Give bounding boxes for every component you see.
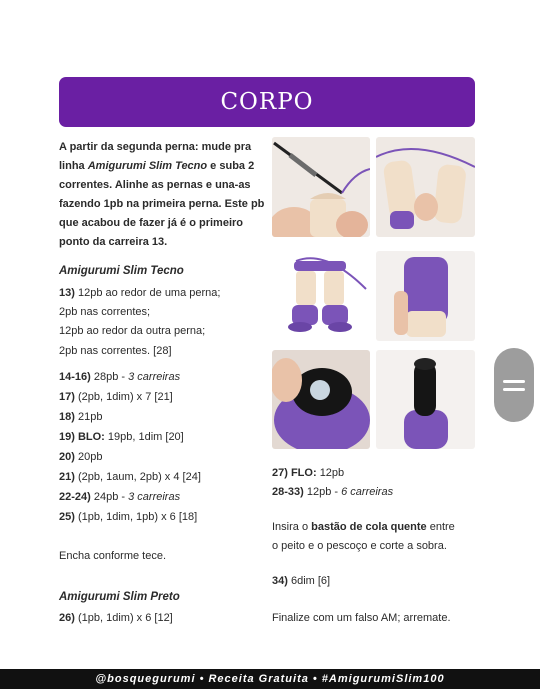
side-menu-button[interactable] [494,348,534,422]
row-text: (2pb, 1dim) x 7 [21] [77,391,173,403]
row-17 [59,391,173,403]
intro-yarn-name: Amigurumi Slim Tecno [87,160,208,172]
row-22-24 [59,491,180,503]
photo-legs-joined-art [376,137,475,237]
row-26 [59,612,173,624]
row-num: 20) [59,451,75,463]
row-num: 34) [272,575,288,587]
menu-lines-icon [503,380,525,383]
row-13-line4: 2pb nas correntes. [28] [59,345,172,357]
insert-bold: bastão de cola quente [311,521,427,533]
row-num: 28-33) [272,486,304,498]
row-text: 28pb - [93,371,126,383]
row-21 [59,471,201,483]
row-14-16 [59,371,180,383]
row-note: 3 carreiras [128,491,181,503]
section-preto-title: Amigurumi Slim Preto [59,591,180,603]
photo-legs-joined [376,137,475,237]
row-13-line1: 12pb ao redor de uma perna; [77,287,221,299]
insert-text-2: entre [426,521,455,533]
row-text: (2pb, 1aum, 2pb) x 4 [24] [77,471,201,483]
row-text: 24pb - [93,491,126,503]
section-tecno-title: Amigurumi Slim Tecno [59,265,184,277]
row-28-33 [272,486,393,498]
row-text: (1pb, 1dim) x 6 [12] [77,612,173,624]
row-text: 12pb - [306,486,339,498]
row-20 [59,451,102,463]
photo-legs-boots-art [272,251,370,341]
row-18 [59,411,102,423]
photo-joining-legs [272,137,370,237]
insert-instruction-line2: o peito e o pescoço e corte a sobra. [272,540,447,552]
row-num: 22-24) [59,491,91,503]
row-text: 19pb, 1dim [20] [107,431,184,443]
row-13-line3: 12pb ao redor da outra perna; [59,325,206,337]
intro-paragraph [59,138,265,252]
row-num: 17) [59,391,75,403]
row-13 [59,287,220,299]
row-13-line2: 2pb nas correntes; [59,306,151,318]
photo-body-opening [272,350,370,449]
photo-body-top-art [376,251,475,341]
row-34 [272,575,330,587]
intro-text-2: e suba 2 correntes. Alinhe as pernas e una-as fazendo 1pb na primeira perna. Este pb que acabou de fazer já é o primeiro ponto da carreira 13. [59,160,265,248]
photo-legs-boots [272,251,370,341]
photo-joining-legs-art [272,137,370,237]
row-note: 6 carreiras [341,486,394,498]
row-text: (1pb, 1dim, 1pb) x 6 [18] [77,511,198,523]
insert-text-1: Insira o [272,521,312,533]
photo-body-top [376,251,475,341]
row-text: 21pb [77,411,103,423]
row-num: 21) [59,471,75,483]
row-note: 3 carreiras [128,371,181,383]
section-title-banner [59,77,475,127]
row-text: 12pb [319,467,345,479]
row-27 [272,467,344,479]
photo-neck-black-art [376,350,475,449]
row-19 [59,431,184,443]
row-13-num: 13) [59,287,75,299]
footer-bar: @bosquegurumi • Receita Gratuita • #AmigurumiSlim100 [0,669,540,689]
photo-neck-black [376,350,475,449]
photo-body-opening-art [272,350,370,449]
row-25 [59,511,197,523]
row-num: 18) [59,411,75,423]
intro-text-1: A partir da segunda perna: mude pra linha [59,141,252,172]
row-text: 20pb [77,451,103,463]
row-text: 6dim [6] [290,575,331,587]
insert-instruction [272,521,455,533]
row-num: 27) FLO: [272,467,317,479]
fill-note: Encha conforme tece. [59,550,167,562]
section-title: CORPO [220,89,314,115]
row-num: 26) [59,612,75,624]
menu-lines-icon-bar2 [503,388,525,391]
finalize-note: Finalize com um falso AM; arremate. [272,612,451,624]
row-num: 25) [59,511,75,523]
row-num: 14-16) [59,371,91,383]
row-num: 19) BLO: [59,431,105,443]
